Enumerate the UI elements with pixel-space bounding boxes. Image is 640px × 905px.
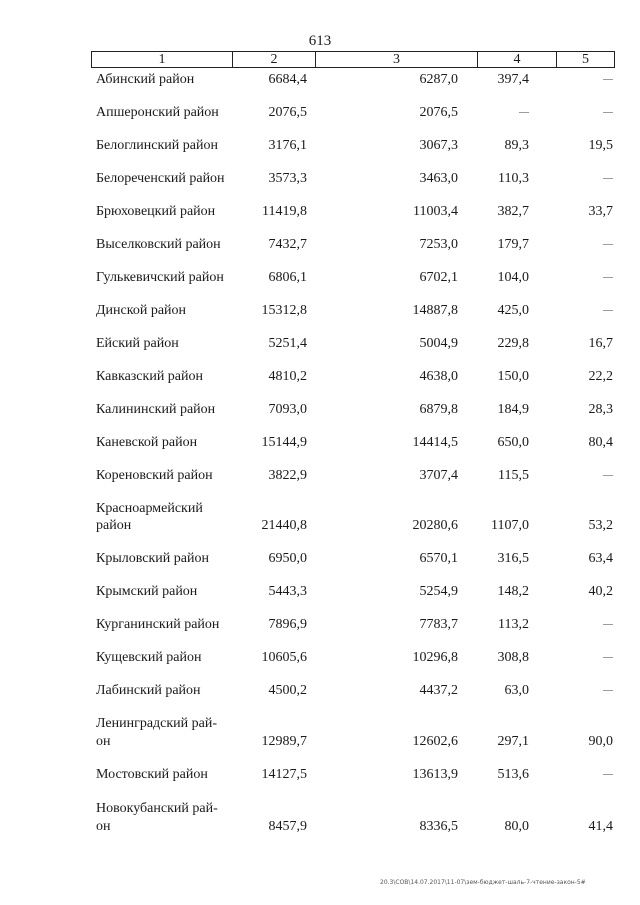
value-col-4: 425,0 (497, 303, 529, 318)
district-name: Крыловский район (96, 551, 209, 566)
district-name: Гулькевичский район (96, 270, 224, 285)
value-col-2: 3176,1 (268, 138, 307, 153)
value-col-5: 90,0 (588, 734, 613, 749)
value-col-5: 28,3 (588, 402, 613, 417)
value-col-4: — (519, 107, 529, 118)
value-col-2: 15144,9 (261, 435, 307, 450)
value-col-4: 650,0 (497, 435, 529, 450)
value-col-5: — (603, 239, 613, 250)
value-col-5: 80,4 (588, 435, 613, 450)
value-col-4: 148,2 (497, 584, 529, 599)
value-col-2: 6950,0 (268, 551, 307, 566)
value-col-5: — (603, 769, 613, 780)
value-col-3: 10296,8 (412, 650, 458, 665)
district-name: Каневской район (96, 435, 198, 450)
value-col-4: 89,3 (504, 138, 529, 153)
value-col-3: 2076,5 (419, 105, 458, 120)
value-col-3: 8336,5 (419, 819, 458, 834)
value-col-2: 11419,8 (262, 204, 307, 219)
value-col-3: 3463,0 (419, 171, 458, 186)
value-col-5: 63,4 (588, 551, 613, 566)
value-col-2: 12989,7 (261, 734, 307, 749)
value-col-4: 115,5 (498, 468, 529, 483)
value-col-3: 7253,0 (419, 237, 458, 252)
header-col-5: 5 (582, 52, 589, 67)
value-col-5: 40,2 (588, 584, 613, 599)
value-col-5: 53,2 (588, 518, 613, 533)
value-col-5: — (603, 619, 613, 630)
value-col-5: — (603, 470, 613, 481)
header-col-4: 4 (478, 52, 557, 67)
value-col-5: 19,5 (588, 138, 613, 153)
value-col-3: 6879,8 (419, 402, 458, 417)
value-col-5: — (603, 107, 613, 118)
value-col-4: 229,8 (497, 336, 529, 351)
district-name: Белореченский район (96, 171, 225, 186)
value-col-2: 10605,6 (261, 650, 307, 665)
header-col-1: 1 (92, 52, 233, 67)
value-col-2: 7896,9 (268, 617, 307, 632)
value-col-5: 41,4 (588, 819, 613, 834)
value-col-3: 3707,4 (419, 468, 458, 483)
value-col-5: — (603, 652, 613, 663)
district-name: Мостовский район (96, 767, 208, 782)
value-col-2: 6806,1 (268, 270, 307, 285)
value-col-4: 63,0 (504, 683, 529, 698)
value-col-3: 3067,3 (419, 138, 458, 153)
value-col-2: 6684,4 (268, 72, 307, 87)
value-col-3: 14414,5 (412, 435, 458, 450)
district-name: Апшеронский район (96, 105, 219, 120)
district-name: Абинский район (96, 72, 195, 87)
value-col-5: 22,2 (588, 369, 613, 384)
value-col-2: 4810,2 (268, 369, 307, 384)
value-col-4: 382,7 (497, 204, 529, 219)
district-name-line-2: район (96, 518, 132, 533)
value-col-2: 21440,8 (261, 518, 307, 533)
district-name: Брюховецкий район (96, 204, 216, 219)
value-col-3: 6287,0 (419, 72, 458, 87)
value-col-3: 13613,9 (412, 767, 458, 782)
page-number: 613 (308, 33, 332, 49)
value-col-4: 104,0 (497, 270, 529, 285)
value-col-3: 6702,1 (419, 270, 458, 285)
district-name: Кущевский район (96, 650, 202, 665)
district-name-line-1: Ленинградский рай- (96, 716, 218, 731)
header-col-2: 2 (233, 52, 316, 67)
value-col-4: 297,1 (497, 734, 529, 749)
value-col-3: 5254,9 (419, 584, 458, 599)
value-col-4: 80,0 (504, 819, 529, 834)
district-name: Кореновский район (96, 468, 213, 483)
value-col-2: 3822,9 (268, 468, 307, 483)
value-col-4: 308,8 (497, 650, 529, 665)
value-col-3: 11003,4 (413, 204, 458, 219)
district-name: Калининский район (96, 402, 216, 417)
value-col-4: 397,4 (497, 72, 529, 87)
value-col-3: 6570,1 (419, 551, 458, 566)
value-col-2: 8457,9 (268, 819, 307, 834)
value-col-4: 150,0 (497, 369, 529, 384)
value-col-5: 16,7 (588, 336, 613, 351)
district-name: Кавказский район (96, 369, 204, 384)
header-col-3: 3 (316, 52, 478, 67)
value-col-4: 110,3 (498, 171, 529, 186)
district-name: Крымский район (96, 584, 198, 599)
value-col-3: 14887,8 (412, 303, 458, 318)
district-name-line-2: он (96, 819, 111, 834)
value-col-3: 20280,6 (412, 518, 458, 533)
district-name: Лабинский район (96, 683, 201, 698)
value-col-2: 7093,0 (268, 402, 307, 417)
district-name: Динской район (96, 303, 187, 318)
value-col-2: 4500,2 (268, 683, 307, 698)
value-col-3: 5004,9 (419, 336, 458, 351)
value-col-2: 2076,5 (268, 105, 307, 120)
district-name: Выселковский район (96, 237, 221, 252)
value-col-4: 113,2 (498, 617, 529, 632)
value-col-3: 4437,2 (419, 683, 458, 698)
district-name-line-1: Красноармейский (96, 501, 203, 516)
district-name: Курганинский район (96, 617, 220, 632)
value-col-3: 4638,0 (419, 369, 458, 384)
value-col-4: 179,7 (497, 237, 529, 252)
value-col-2: 3573,3 (268, 171, 307, 186)
value-col-5: — (603, 173, 613, 184)
district-name-line-2: он (96, 734, 111, 749)
value-col-4: 513,6 (497, 767, 529, 782)
district-name: Ейский район (96, 336, 179, 351)
district-name: Белоглинский район (96, 138, 218, 153)
value-col-4: 184,9 (497, 402, 529, 417)
value-col-5: — (603, 272, 613, 283)
value-col-5: — (603, 305, 613, 316)
value-col-2: 5251,4 (268, 336, 307, 351)
value-col-4: 1107,0 (491, 518, 529, 533)
value-col-3: 7783,7 (419, 617, 458, 632)
value-col-5: — (603, 74, 613, 85)
value-col-2: 14127,5 (261, 767, 307, 782)
value-col-5: 33,7 (588, 204, 613, 219)
value-col-2: 7432,7 (268, 237, 307, 252)
value-col-4: 316,5 (497, 551, 529, 566)
value-col-2: 15312,8 (261, 303, 307, 318)
footer-file-path: 20.3\СОВ\14.07.2017\11-07\зем-бюджет-шаль-7-чтение-закон-5# (380, 879, 586, 886)
value-col-5: — (603, 685, 613, 696)
value-col-3: 12602,6 (412, 734, 458, 749)
value-col-2: 5443,3 (268, 584, 307, 599)
district-name-line-1: Новокубанский рай- (96, 801, 218, 816)
